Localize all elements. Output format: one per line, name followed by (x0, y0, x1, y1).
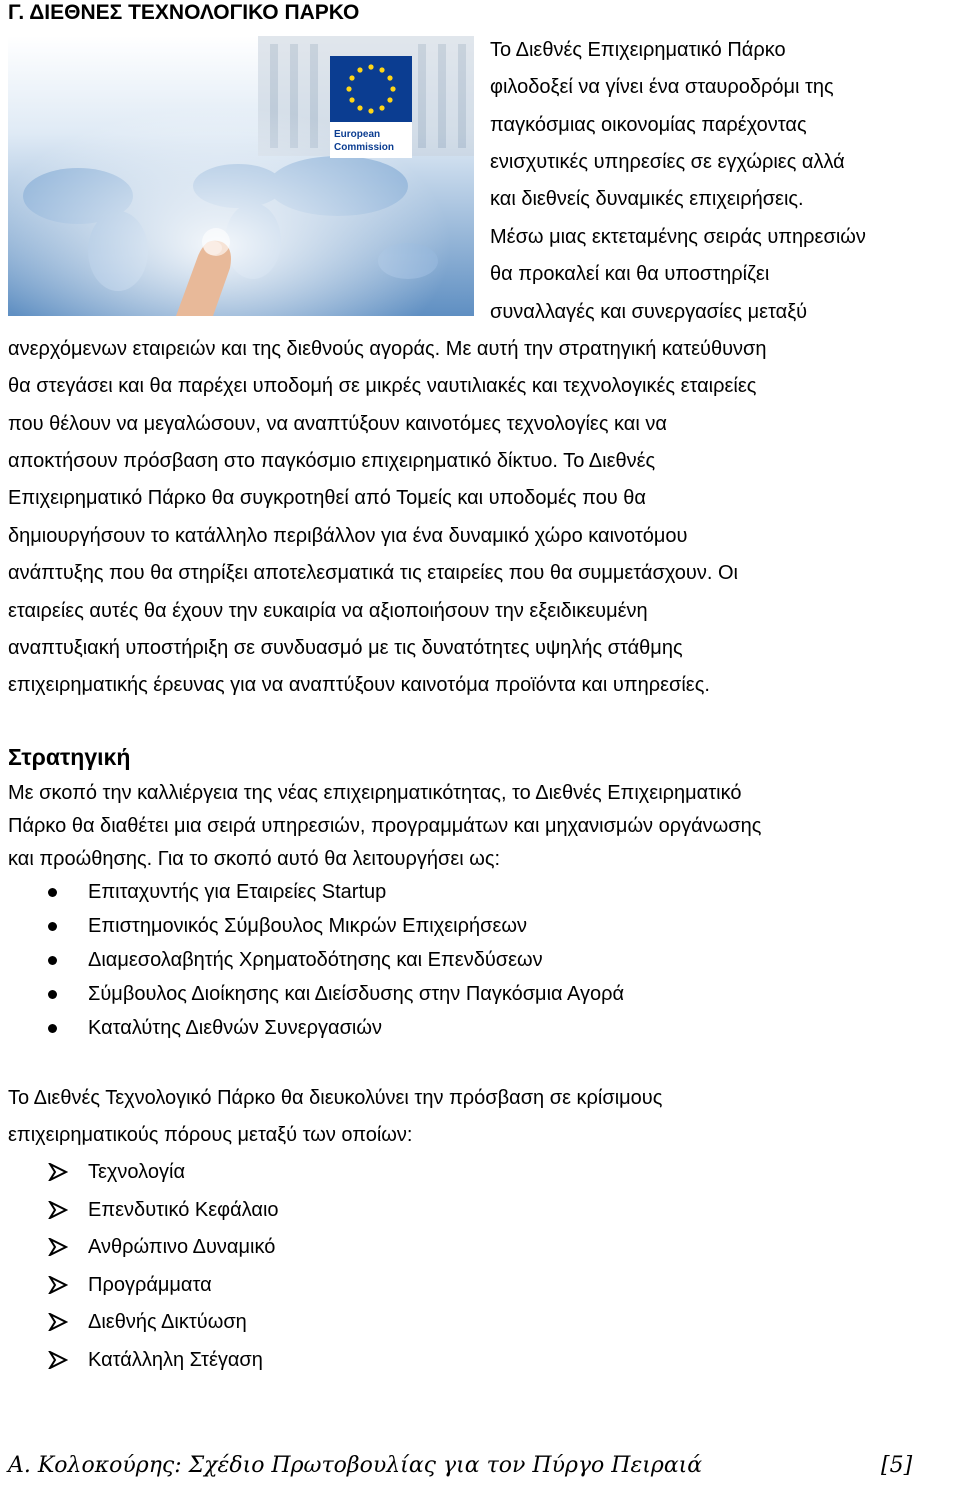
section-heading: Γ. ΔΙΕΘΝΕΣ ΤΕΧΝΟΛΟΓΙΚΟ ΠΑΡΚΟ (8, 1, 360, 24)
resources-line: Το Διεθνές Τεχνολογικό Πάρκο θα διευκολύνει την πρόσβαση σε κρίσιμους (8, 1087, 663, 1109)
eu-world-map-image (8, 36, 474, 316)
resource-label: Ανθρώπινο Δυναμικό (88, 1236, 276, 1258)
bullet-dot-icon (48, 990, 57, 999)
bullet-dot-icon (48, 922, 57, 931)
intro-body-line: Επιχειρηματικό Πάρκο θα συγκροτηθεί από Τομείς και υποδομές που θα (8, 487, 646, 509)
list-item (8, 1160, 908, 1184)
resource-label: Διεθνής Δικτύωση (88, 1311, 247, 1333)
footer-author-title: Α. Κολοκούρης: Σχέδιο Πρωτοβουλίας για τον Πύργο Πειραιά (8, 1453, 703, 1478)
intro-float-line: φιλοδοξεί να γίνει ένα σταυροδρόμι της (490, 76, 834, 98)
arrow-bullet-icon (48, 1201, 68, 1219)
role-label: Καταλύτης Διεθνών Συνεργασιών (88, 1017, 382, 1039)
arrow-bullet-icon (48, 1163, 68, 1181)
list-item (8, 1348, 908, 1372)
intro-body-line: ανερχόμενων εταιρειών και της διεθνούς αγοράς. Με αυτή την στρατηγική κατεύθυνση (8, 338, 767, 360)
arrow-bullet-icon (48, 1313, 68, 1331)
intro-float-line: παγκόσμιας οικονομίας παρέχοντας (490, 114, 807, 136)
intro-body-line: ανάπτυξης που θα στηρίξει αποτελεσματικά τις εταιρείες που θα συμμετάσχουν. Οι (8, 562, 738, 584)
intro-body-line: που θέλουν να μεγαλώσουν, να αναπτύξουν καινοτόμες τεχνολογίες και να (8, 413, 667, 435)
bullet-dot-icon (48, 1024, 57, 1033)
arrow-bullet-icon (48, 1351, 68, 1369)
bullet-dot-icon (48, 956, 57, 965)
intro-body-line: επιχειρηματικής έρευνας για να αναπτύξουν καινοτόμα προϊόντα και υπηρεσίες. (8, 674, 710, 696)
bullet-dot-icon (48, 888, 57, 897)
strategy-line: Πάρκο θα διαθέτει μια σειρά υπηρεσιών, προγραμμάτων και μηχανισμών οργάνωσης (8, 815, 762, 837)
intro-body-line: θα στεγάσει και θα παρέχει υποδομή σε μικρές ναυτιλιακές και τεχνολογικές εταιρείες (8, 375, 757, 397)
list-item (8, 982, 908, 1006)
list-item (8, 880, 908, 904)
list-item (8, 1310, 908, 1334)
intro-body-line: αποκτήσουν πρόσβαση στο παγκόσμιο επιχειρηματικό δίκτυο. Το Διεθνές (8, 450, 656, 472)
intro-float-line: θα προκαλεί και θα υποστηρίζει (490, 263, 770, 285)
role-label: Επιταχυντής για Εταιρείες Startup (88, 881, 387, 903)
role-label: Σύμβουλος Διοίκησης και Διείσδυσης στην Παγκόσμια Αγορά (88, 983, 625, 1005)
eu-flag (330, 56, 412, 158)
resource-label: Προγράμματα (88, 1274, 212, 1296)
resource-label: Τεχνολογία (88, 1161, 186, 1183)
arrow-bullet-icon (48, 1276, 68, 1294)
arrow-bullet-icon (48, 1238, 68, 1256)
strategy-line: και προώθησης. Για το σκοπό αυτό θα λειτουργήσει ως: (8, 848, 501, 870)
intro-body-line: εταιρείες αυτές θα έχουν την ευκαιρία να αξιοποιήσουν την εξειδικευμένη (8, 600, 648, 622)
list-item (8, 948, 908, 972)
role-label: Διαμεσολαβητής Χρηματοδότησης και Επενδύσεων (88, 949, 543, 971)
list-item (8, 1235, 908, 1259)
flag-caption-line1: European (334, 129, 381, 140)
strategy-heading: Στρατηγική (8, 744, 131, 770)
list-item (8, 1016, 908, 1040)
role-label: Επιστημονικός Σύμβουλος Μικρών Επιχειρήσεων (88, 915, 527, 937)
intro-float-line: συναλλαγές και συνεργασίες μεταξύ (490, 301, 808, 323)
list-item (8, 1198, 908, 1222)
page-number: [5] (881, 1453, 913, 1478)
intro-body-line: δημιουργήσουν το κατάλληλο περιβάλλον για ένα δυναμικό χώρο καινοτόμου (8, 525, 688, 547)
resource-label: Επενδυτικό Κεφάλαιο (88, 1199, 279, 1221)
intro-float-line: Μέσω μιας εκτεταμένης σειράς υπηρεσιών (490, 226, 866, 248)
intro-float-line: Το Διεθνές Επιχειρηματικό Πάρκο (490, 39, 786, 61)
resources-line: επιχειρηματικούς πόρους μεταξύ των οποίων: (8, 1124, 413, 1146)
strategy-line: Με σκοπό την καλλιέργεια της νέας επιχειρηματικότητας, το Διεθνές Επιχειρηματικό (8, 782, 742, 804)
flag-caption-line2: Commission (334, 142, 395, 153)
european-commission-figure (8, 36, 474, 316)
intro-body-line: αναπτυξιακή υποστήριξη σε συνδυασμό με τις δυνατότητες υψηλής στάθμης (8, 637, 683, 659)
list-item (8, 914, 908, 938)
resource-label: Κατάλληλη Στέγαση (88, 1349, 263, 1371)
intro-float-line: και διεθνείς δυναμικές επιχειρήσεις. (490, 188, 804, 210)
list-item (8, 1273, 908, 1297)
intro-float-line: ενισχυτικές υπηρεσίες σε εγχώριες αλλά (490, 151, 845, 173)
